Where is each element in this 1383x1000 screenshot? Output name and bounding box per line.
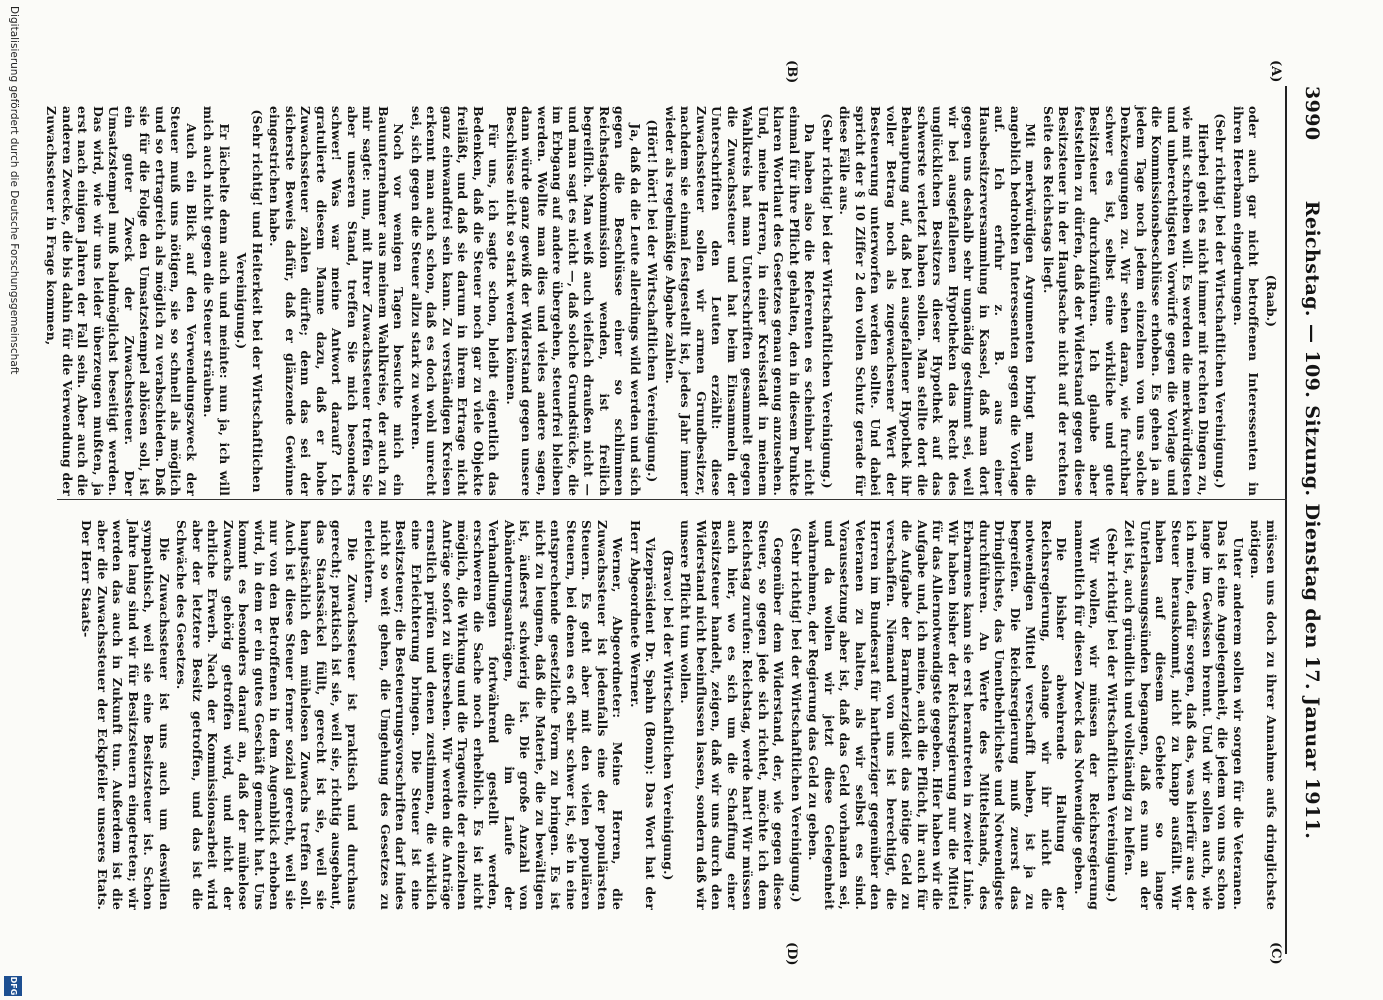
page-title: Reichstag. — 109. Sitzung. Dienstag den 17. Januar 1911. (1301, 200, 1323, 840)
paragraph: Vizepräsident Dr. Spahn (Bonn): Das Wort hat der Herr Abgeordnete Werner. (628, 520, 659, 910)
right-column (59, 520, 1279, 910)
footer-text: Digitalisierung gefördert durch die Deutsche Forschungsgemeinschaft (8, 6, 20, 375)
paragraph: Die bisher abwehrende Haltung der Reichsregierung, solange wir ihr nicht die notwendigen Mittel verschafft haben, ist ja zu begreifen. Die Reichsregierung muß zuerst das Dringlichste, das Unentbehrlichste und Notwendigste durchführen. An Werte des Mittelstands, des Erbarmens kann sie erst herantreten in zweiter Linie. Wir haben bisher der Reichsregierung nur die Mittel für das Allernotwendigste gegeben. Hier haben wir die Aufgabe und, ich meine, auch die Pflicht, ihr auch für die Aufgabe der Barmherzigkeit das nötige Geld zu verschaffen. Niemand von uns ist berechtigt, die Herren im Bundesrat für hartherziger gegenüber den Veteranen zu halten, als wir selbst es sind. Voraussetzung aber ist, daß das Geld vorhanden sei, und da wollen wir jetzt diese Gelegenheit wahrnehmen, der Regierung das Geld zu geben. (806, 520, 1070, 910)
paragraph: Unter anderem sollen wir sorgen für die Veteranen. Das ist eine Angelegenheit, die jedem von uns schon lange im Gewissen brennt. Und wir sollen auch, wie ich meine, dafür sorgen, daß das, was hierfür aus der Steuer herauskommt, nicht zu knapp ausfällt. Wir haben auf diesem Gebiete so lange Unterlassungssünden begangen, daß es nun an der Zeit ist, auch gründlich und vollständig zu helfen. (1122, 520, 1246, 910)
page-number: 3990 (1301, 86, 1323, 141)
paragraph: Wir wollen, wir müssen der Reichsregierung namentlich für diesen Zweck das Notwendige geben. (1072, 520, 1103, 910)
paragraph: Noch vor wenigen Tagen besuchte mich ein Bauunternehmer aus meinem Wahlkreise, der auch zu mir sagte: nun, mit Ihrer Zuwachssteuer treffen Sie aber unseren Stand, treffen Sie mich besonders schwer! Was war meine Antwort darauf? Ich gratulierte diesem Manne dazu, daß er hohe Zuwachssteuer zahlen dürfte; denn das sei der sicherste Beweis dafür, daß er glänzende Gewinne eingestrichen habe. (267, 106, 407, 496)
paragraph: Er lächelte denn auch und meinte: nun ja, ich will mich auch nicht gegen die Steuer sträuben. (201, 106, 232, 496)
margin-mark-d: (D) (784, 942, 799, 966)
paragraph: oder auch gar nicht betroffenen Interessenten in ihren Heerbann eingedrungen. (1231, 106, 1262, 496)
paragraph: Auch ein Blick auf den Verwendungszweck der Steuer muß uns nötigen, sie so schnell als möglich und so ertragreich als möglich zu verabschieden. Daß sie für die Folge den Umsatzstempel ablösen soll, ist ein guter Zweck der Zuwachssteuer. Der Umsatzstempel muß baldmöglichst beseitigt werden. Das wird, wie wir uns leider überzeugen mußten, ja erst nach einigen Jahren der Fall sein. Aber auch die anderen Zwecke, die bis dahin für die Verwendung der Zuwachssteuer in Frage kommen, (44, 106, 199, 496)
paragraph: Für uns, ich sagte schon, bleibt eigentlich das Bedenken, daß die Steuer noch gar zu viele Objekte freiläßt, und daß sie darum in ihrem Ertrage nicht ganz einwandfrei sein kann. Zu verständigen Kreisen erkennt man auch schon, daß es doch wohl unrecht sei, sich gegen die Steuer allzu stark zu wehren. (409, 106, 502, 496)
margin-mark-b: (B) (784, 60, 799, 84)
paragraph: Die Zuwachssteuer ist uns auch um deswillen sympathisch, weil sie eine Besitzsteuer ist. Schon Jahre lang sind wir für Besitzsteuern eingetreten; wir werden das auch in Zukunft tun. Außerdem ist die aber die Zuwachssteuer der Eckpfeiler unseres Etats. Der Herr Staats- (79, 520, 172, 910)
paragraph: Gegenüber dem Widerstand, der, wie gegen diese Steuer, so gegen jede sich richtet, möchte ich dem Reichstag zurufen: Reichstag, werde hart! Wir müssen auch hier, wo es sich um die Schaffung einer Besitzsteuer handelt, zeigen, daß wir uns durch den Widerstand nicht beeinflussen lassen, sondern daß wir unsere Pflicht tun wollen. (678, 520, 787, 910)
interjection: (Sehr richtig! und Heiterkeit bei der Wirtschaftlichen Vereinigung.) (234, 109, 265, 493)
paragraph: Hierbei geht es nicht immer mit rechten Dingen zu, wie mit schreiben will. Es werden die merkwürdigsten und unberechtigsten Vorwürfe gegen die Vorlage und die Kommissionsbeschlüsse erhoben. Es gehen ja an jedem Tage noch jedem einzelnen von uns solche Denkzeugungen zu. Wir sehen daran, wie furchtbar schwer es ist, selbst eine wirkliche und gute Besitzsteuer durchzuführen. Ich glaube aber feststellen zu dürfen, daß der Widerstand gegen diese Besitzsteuer in der Hauptsache nicht auf der rechten Seite des Reichstags liegt. (1041, 106, 1211, 496)
interjection: (Hört! hört! bei der Wirtschaftlichen Vereinigung.) (645, 119, 661, 483)
paragraph: Werner, Abgeordneter: Meine Herren, die Zuwachssteuer ist jedenfalls eine der populärsten Steuern. Es geht aber mit den vielen populären Steuern, bei denen es oft sehr schwer ist, sie in eine entsprechende gesetzliche Form zu bringen. Es ist nicht zu leugnen, daß die Materie, die zu bewältigen ist, äußerst schwierig ist. Die große Anzahl von Abänderungsanträgen, die im Laufe der Verhandlungen fortwährend gestellt werden, erschweren die Sache noch erheblich. Es ist nicht möglich, die Wirkung und die Tragweite der einzelnen Anträge sofort zu übersehen. Wir werden die Anträge ernstlich prüfen und denen zustimmen, die wirklich eine Erleichterung bringen. Die Steuer ist eine Besitzsteuer; die Besteuerungsvorschriften darf indes nicht so weit gehen, die Umgehung des Gesetzes zu erleichtern. (362, 520, 626, 910)
margin-mark-c: (C) (1268, 942, 1283, 965)
speaker-tag: (Raab.) (1264, 274, 1279, 328)
paragraph: Die Zuwachssteuer ist praktisch und durchaus gerecht; praktisch ist sie, weil sie, richtig ausgebaut, das Staatssäckel füllt, gerecht ist sie, weil sie hauptsächlich den mühelosen Zuwachs treffen soll. Auch ist diese Steuer ferner sozial gerecht, weil sie nur von den Betroffenen in dem Augenblick erhoben wird, in dem er ein gutes Geschäft gemacht hat. Uns kommt es besonders darauf an, daß der mühelose Zuwachs gehörig getroffen wird, und nicht der ehrliche Erwerb. Nach der Kommissionsarbeit wird aber der letztere Besitz getroffen, und das ist die Schwäche des Gesetzes. (174, 520, 360, 910)
interjection: (Sehr richtig! bei der Wirtschaftlichen Vereinigung.) (1105, 527, 1120, 903)
left-column (44, 106, 1279, 496)
paragraph: müssen uns doch zu ihrer Annahme aufs dringlichste nötigen. (1248, 520, 1279, 910)
interjection: (Bravo! bei der Wirtschaftlichen Vereinigung.) (661, 549, 676, 881)
interjection: (Sehr richtig! bei der Wirtschaftlichen Vereinigung.) (820, 113, 835, 489)
interjection: (Sehr richtig! bei der Wirtschaftlichen Vereinigung.) (789, 527, 804, 903)
paragraph: Da haben also die Referenten es scheinbar nicht einmal für ihre Pflicht gehalten, den in diesem Punkte klaren Wortlaut des Gesetzes genau genug anzusehen. Und, meine Herren, in einer Kreisstadt in meinem Wahlkreis hat man Unterschriften gesammelt gegen die Zuwachssteuer und hat beim Einsammeln der Unterschriften den Leuten erzählt: diese Zuwachssteuer sollen wir armen Grundbesitzer, nachdem sie einmal festgestellt ist, jedes Jahr immer wieder als regelmäßige Abgabe zahlen. (663, 106, 818, 496)
digitization-footer (0, 0, 24, 1000)
interjection: (Sehr richtig! bei der Wirtschaftlichen Vereinigung.) (1213, 113, 1229, 489)
margin-mark-a: (A) (1268, 60, 1283, 83)
paragraph: Ja, daß da die Leute allerdings wild werden und sich gegen die Beschlüsse einer so schlimmen Reichstagskommission wenden, ist freilich begreiflich. Man weiß auch vielfach draußen nicht — und man sagt es nicht —, daß solche Grundstücke, die im Erbgang auf andere übergehen, steuerfrei bleiben werden. Wollte man dies und vieles andere sagen, dann würde ganz gewiß der Widerstand gegen unsere Beschlüsse nicht so stark werden können. (504, 106, 643, 496)
running-header (1289, 86, 1323, 954)
header-rule (1285, 86, 1287, 954)
dfg-logo: DFG (4, 976, 22, 996)
column-separator (57, 499, 1287, 500)
paragraph: Mit merkwürdigen Argumenten bringt man die angeblich bedrohten Interessenten gegen die Vorlage auf. Ich erfuhr z. B. aus einer Hausbesitzerversammlung in Kassel, daß man dort gegen uns deshalb sehr ungnädig gestimmt sei, weil wir bei ausgefallenen Hypotheken das Recht des unglücklichen Besitzers dieser Hypothek auf das schwerste verletzt haben sollen. Man stellte dort die Behauptung auf, daß bei ausgefallener Hypothek ihr voller Betrag noch als zugewachsener Wert der Besteuerung unterworfen werden sollte. Und dabei spricht der § 10 Ziffer 2 den vollen Schutz gerade für diese Fälle aus. (837, 106, 1039, 496)
